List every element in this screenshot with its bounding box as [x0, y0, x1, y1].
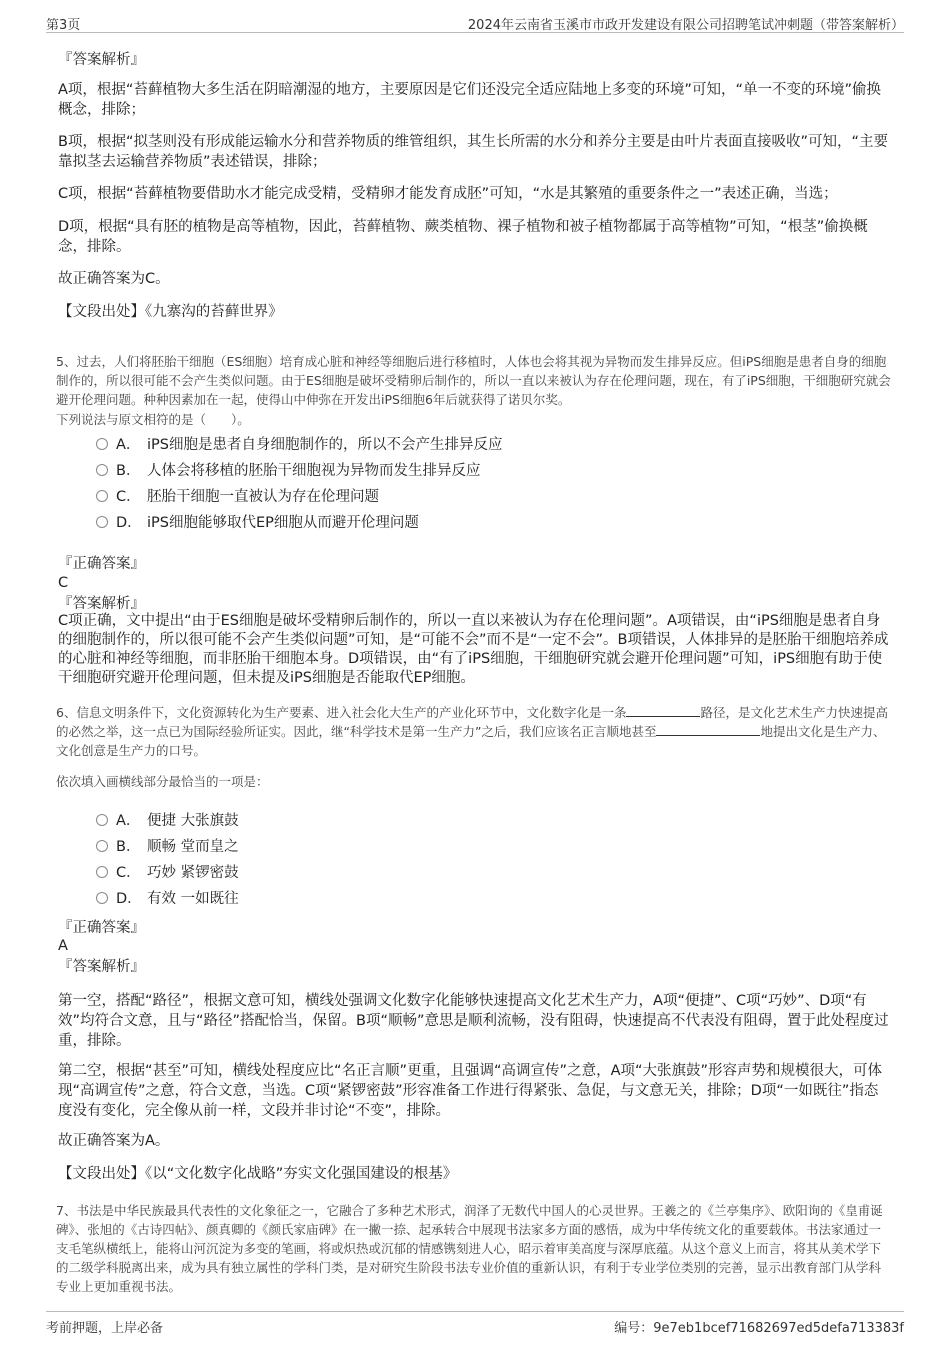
q5-analysis: C项正确，文中提出“由于ES细胞是破坏受精卵后制作的，所以一直以来被认为存在伦理问题”。A项错误，由“iPS细胞是患者自身的细胞制作的，所以很可能不会产生类似问题”可知，是“可能不会”而不是“一定不会”。B项错误，人体排异的是胚胎干细胞培养成的心脏和神经等细胞，而非胚胎干细胞本身。D项错误，由“有了iPS细胞，干细胞研究就会避开伦理问题”可知，iPS细胞有助于使干细胞研究避开伦理问题，但未提及iPS细胞是否能取代EP细胞。	[58, 613, 889, 686]
q4-source: 【文段出处】《九寨沟的苔藓世界》	[58, 304, 283, 320]
q6-option-b[interactable]: B． 顺畅 堂而皇之	[96, 837, 239, 857]
q4-conclusion: 故正确答案为C。	[58, 271, 170, 287]
q6-analysis-1: 第一空，搭配“路径”，根据文意可知，横线处强调文化数字化能够快速提高文化艺术生产力，A项“便捷”、C项“巧妙”、D项“有效”均符合文意，且与“路径”搭配恰当，保留。B项“顺畅”意思是顺利流畅，没有阻碍，快速提高不代表没有阻碍，置于此处程度过重，排除。	[58, 993, 889, 1049]
q4-analysis-a: A项，根据“苔藓植物大多生活在阴暗潮湿的地方，主要原因是它们还没完全适应陆地上多变的环境”可知，“单一不变的环境”偷换概念，排除；	[58, 82, 881, 118]
radio-icon[interactable]	[96, 840, 108, 852]
document-id: 编号：9e7eb1bcef71682697ed5defa713383f	[614, 1321, 904, 1336]
q5-answer: C	[58, 575, 69, 591]
q6-prompt: 依次填入画横线部分最恰当的一项是：	[56, 774, 269, 789]
q5-analysis-label: 『答案解析』	[58, 596, 145, 612]
radio-icon[interactable]	[96, 438, 108, 450]
q6-answer: A	[58, 938, 68, 954]
footer-slogan: 考前押题，上岸必备	[46, 1321, 164, 1336]
radio-icon[interactable]	[96, 866, 108, 878]
q4-analysis-c: C项，根据“苔藓植物要借助水才能完成受精，受精卵才能发育成胚”可知，“水是其繁殖的重要条件之一”表述正确，当选；	[58, 186, 838, 202]
radio-icon[interactable]	[96, 464, 108, 476]
q4-analysis-label: 『答案解析』	[58, 52, 145, 68]
q5-answer-label: 『正确答案』	[58, 556, 145, 572]
q6-answer-label: 『正确答案』	[58, 920, 145, 936]
q7-question-text: 7、书法是中华民族最具代表性的文化象征之一，它融合了多种艺术形式，润泽了无数代中国人的心灵世界。王羲之的《兰亭集序》、欧阳询的《皇甫诞碑》、张旭的《古诗四帖》、颜真卿的《颜氏家庙碑》在一撇一捺、起承转合中展现书法家多方面的感悟，成为中华传统文化的重要载体。书法家通过一支毛笔纵横纸上，能将山河沉淀为多变的笔画，将或炽热或沉郁的情感镌刻进人心，昭示着审美高度与深厚底蕴。从这个意义上而言，将其从美术学下的二级学科脱离出来，成为具有独立属性的学科门类，是对研究生阶段书法专业价值的重新认识，有利于专业学位类别的完善，显示出教育部门从学科专业上更加重视书法。	[56, 1203, 883, 1294]
q6-source: 【文段出处】《以“文化数字化战略”夯实文化强国建设的根基》	[58, 1166, 458, 1182]
q5-option-b[interactable]: B． 人体会将移植的胚胎干细胞视为异物而发生排异反应	[96, 461, 481, 481]
q6-analysis-2: 第二空，根据“甚至”可知，横线处程度应比“名正言顺”更重，且强调“高调宣传”之意，A项“大张旗鼓”形容声势和规模很大，可体现“高调宣传”之意，符合文意，当选。C项“紧锣密鼓”形容准备工作进行得紧张、急促，与文意无关，排除；D项“一如既往”指态度没有变化，完全像从前一样，文段并非讨论“不变”，排除。	[58, 1063, 883, 1119]
q6-analysis-label: 『答案解析』	[58, 959, 145, 975]
q6-question-text: 6、信息文明条件下，文化资源转化为生产要素、进入社会化大生产的产业化环节中，文化数字化是一条 路径，是文化艺术生产力快速提高的必然之举，这一点已为国际经验所证实。因此，继“科学技术是第一生产力”之后，我们应该名正言顺地甚至 地提出文化是生产力、文化创意是生产力的口号。	[56, 705, 888, 758]
blank-1	[626, 704, 700, 717]
q5-question-text: 5、过去，人们将胚胎干细胞（ES细胞）培育成心脏和神经等细胞后进行移植时，人体也会将其视为异物而发生排异反应。但iPS细胞是患者自身的细胞制作的，所以很可能不会产生类似问题。由于ES细胞是破坏受精卵后制作的，所以一直以来被认为存在伦理问题，现在，有了iPS细胞，干细胞研究就会避开伦理问题。种种因素加在一起，使得山中伸弥在开发出iPS细胞6年后就获得了诺贝尔奖。	[56, 354, 891, 407]
q5-prompt: 下列说法与原文相符的是（ ）。	[56, 412, 250, 427]
q4-analysis-b: B项，根据“拟茎则没有形成能运输水分和营养物质的维管组织，其生长所需的水分和养分主要是由叶片表面直接吸收”可知，“主要靠拟茎去运输营养物质”表述错误，排除；	[58, 134, 888, 170]
document-title: 2024年云南省玉溪市市政开发建设有限公司招聘笔试冲刺题（带答案解析）	[467, 18, 904, 33]
q6-conclusion: 故正确答案为A。	[58, 1133, 170, 1149]
radio-icon[interactable]	[96, 892, 108, 904]
radio-icon[interactable]	[96, 516, 108, 528]
page-footer	[46, 1311, 904, 1336]
page-number: 第3页	[46, 18, 81, 33]
q6-option-c[interactable]: C． 巧妙 紧锣密鼓	[96, 863, 239, 883]
page-header	[46, 12, 904, 33]
q5-option-c[interactable]: C． 胚胎干细胞一直被认为存在伦理问题	[96, 487, 379, 507]
blank-2	[656, 723, 760, 736]
q5-option-d[interactable]: D． iPS细胞能够取代EP细胞从而避开伦理问题	[96, 513, 419, 533]
q6-option-a[interactable]: A． 便捷 大张旗鼓	[96, 811, 239, 831]
radio-icon[interactable]	[96, 490, 108, 502]
q6-option-d[interactable]: D． 有效 一如既往	[96, 889, 239, 909]
radio-icon[interactable]	[96, 814, 108, 826]
q4-analysis-d: D项，根据“具有胚的植物是高等植物，因此，苔藓植物、蕨类植物、裸子植物和被子植物都属于高等植物”可知，“根茎”偷换概念，排除。	[58, 219, 868, 255]
q5-option-a[interactable]: A． iPS细胞是患者自身细胞制作的，所以不会产生排异反应	[96, 435, 502, 455]
